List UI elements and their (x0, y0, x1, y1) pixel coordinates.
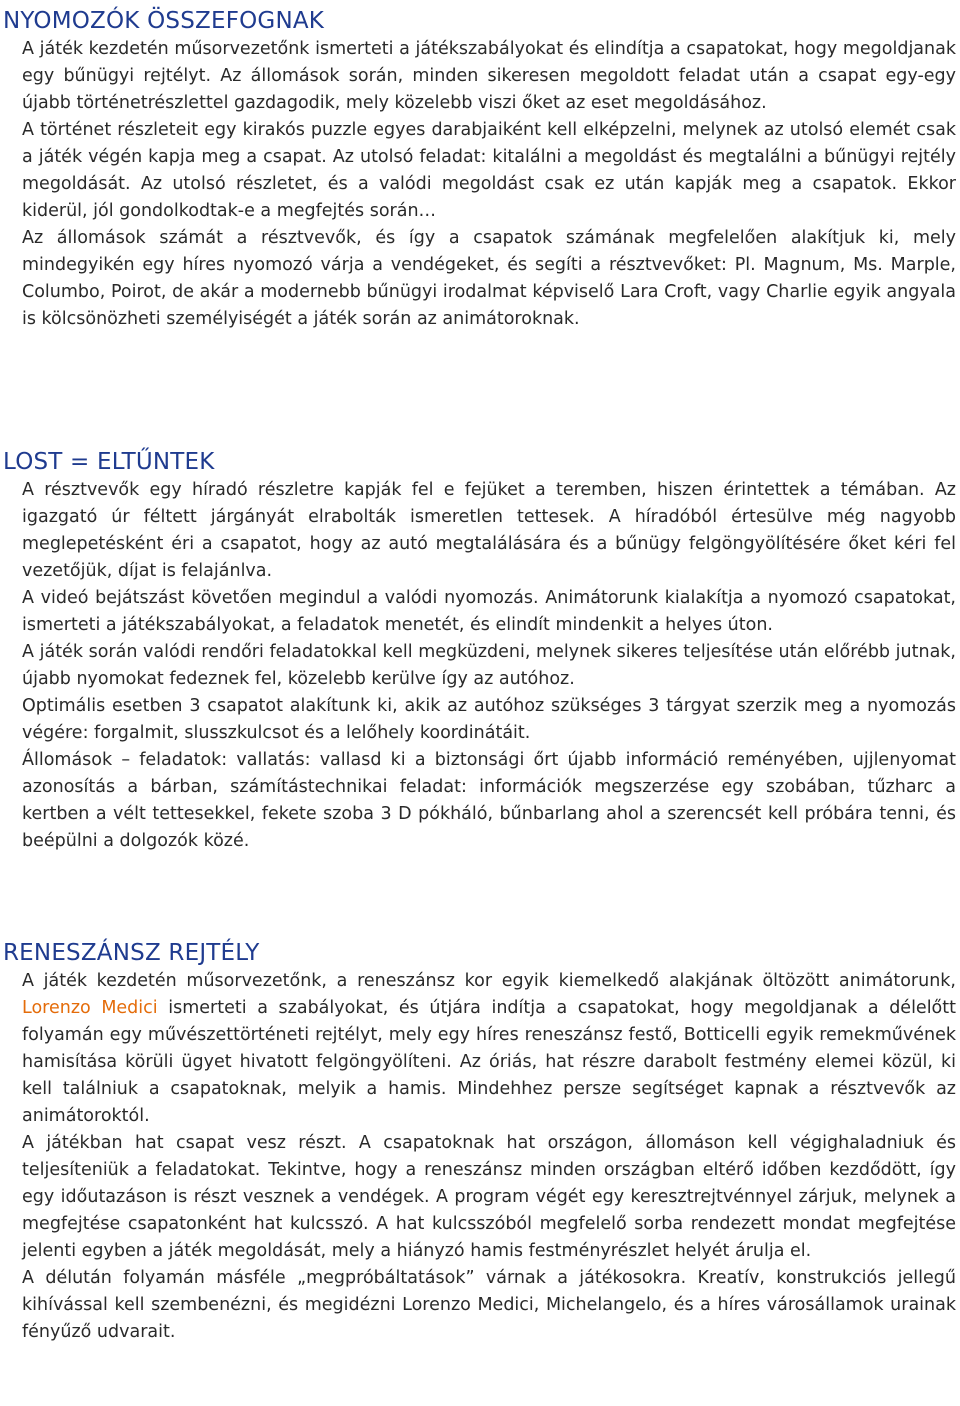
section-title: RENESZÁNSZ REJTÉLY (3, 940, 260, 966)
section-nyomozok (0, 6, 956, 333)
section-title: LOST = ELTŰNTEK (3, 449, 215, 475)
paragraph (22, 968, 956, 1130)
paragraph-text: ismerteti a szabályokat, és útjára indítja a csapatokat, hogy megoldjanak a délelőtt folyamán egy művészettörténeti rejtélyt, mely egy híres reneszánsz festő, Botticelli egyik remekművének hamisítása körüli ügyet hivatott felgöngyölíteni. Az óriás, hat részre darabolt festmény elemei közül, ki kell találniuk a csapatoknak, melyik a hamis. Mindehhez persze segítséget kapnak a résztvevők az animátoroktól. (22, 998, 956, 1126)
highlighted-name: Lorenzo Medici (22, 998, 158, 1018)
section-reneszansz (0, 938, 956, 1346)
paragraph: A játék során valódi rendőri feladatokkal kell megküzdeni, melynek sikeres teljesítése után előrébb jutnak, újabb nyomokat fedeznek fel, közelebb kerülve így az autóhoz. (22, 642, 956, 689)
paragraph: Állomások – feladatok: vallatás: vallasd ki a biztonsági őrt újabb információ reményében, ujjlenyomat azonosítás a bárban, számítástechnikai feladat: információk megszerzése egy szobában, tűzharc a kertben a vélt tettesekkel, fekete szoba 3 D pókháló, bűnbarlang ahol a szerencsét kell próbára tenni, és beépülni a dolgozók közé. (22, 750, 956, 851)
section-lost (0, 447, 956, 855)
paragraph: A délután folyamán másféle „megpróbáltatások” várnak a játékosokra. Kreatív, konstrukciós jellegű kihívással kell szembenézni, és megidézni Lorenzo Medici, Michelangelo, és a híres városállamok urainak fényűző udvarait. (22, 1268, 956, 1342)
paragraph: A játékban hat csapat vesz részt. A csapatoknak hat országon, állomáson kell végighaladniuk és teljesíteniük a feladatokat. Tekintve, hogy a reneszánsz minden országban eltérő időben kezdődött, így egy időutazáson is részt vesznek a vendégek. A program végét egy keresztrejtvénnyel zárjuk, melynek a megfejtése csapatonként hat kulcsszó. A hat kulcsszóból megfelelő sorba rendezett mondat megfejtése jelenti egyben a játék megoldását, mely a hiányzó hamis festményrészlet helyét árulja el. (22, 1133, 956, 1261)
paragraph: Optimális esetben 3 csapatot alakítunk ki, akik az autóhoz szükséges 3 tárgyat szerzik meg a nyomozás végére: forgalmit, slusszkulcsot és a lelőhely koordinátáit. (22, 696, 956, 743)
paragraph: A történet részleteit egy kirakós puzzle egyes darabjaiként kell elképzelni, melynek az utolsó elemét csak a játék végén kapja meg a csapat. Az utolsó feladat: kitalálni a megoldást és megtalálni a bűnügyi rejtély megoldását. Az utolsó részletet, és a valódi megoldást csak ez után kapják meg a csapatok. Ekkor kiderül, jól gondolkodtak-e a megfejtés során… (22, 120, 956, 221)
paragraph: A résztvevők egy híradó részletre kapják fel e fejüket a teremben, hiszen érintettek a témában. Az igazgató úr féltett járgányát elrabolták ismeretlen tettesek. A híradóból értesülve még nagyobb meglepetésként éri a csapatot, hogy az autó megtalálására és a bűnügy felgöngyölítésére őket kéri fel vezetőjük, díjat is felajánlva. (22, 480, 956, 581)
paragraph-text: A játék kezdetén műsorvezetőnk, a reneszánsz kor egyik kiemelkedő alakjának öltözött animátorunk, (22, 971, 956, 991)
paragraph: A játék kezdetén műsorvezetőnk ismerteti a játékszabályokat és elindítja a csapatokat, hogy megoldjanak egy bűnügyi rejtélyt. Az állomások során, minden sikeresen megoldott feladat után a csapat egy-egy újabb történetrészlettel gazdagodik, mely közelebb viszi őket az eset megoldásához. (22, 39, 956, 113)
paragraph: Az állomások számát a résztvevők, és így a csapatok számának megfelelően alakítjuk ki, mely mindegyikén egy híres nyomozó várja a vendégeket, és segíti a résztvevőket: Pl. Magnum, Ms. Marple, Columbo, Poirot, de akár a modernebb bűnügyi irodalmat képviselő Lara Croft, vagy Charlie egyik angyala is kölcsönözheti személyiségét a játék során az animátoroknak. (22, 228, 956, 329)
section-title: NYOMOZÓK ÖSSZEFOGNAK (3, 8, 325, 34)
paragraph: A videó bejátszást követően megindul a valódi nyomozás. Animátorunk kialakítja a nyomozó csapatokat, ismerteti a játékszabályokat, a feladatok menetét, és elindít mindenkit a helyes úton. (22, 588, 956, 635)
